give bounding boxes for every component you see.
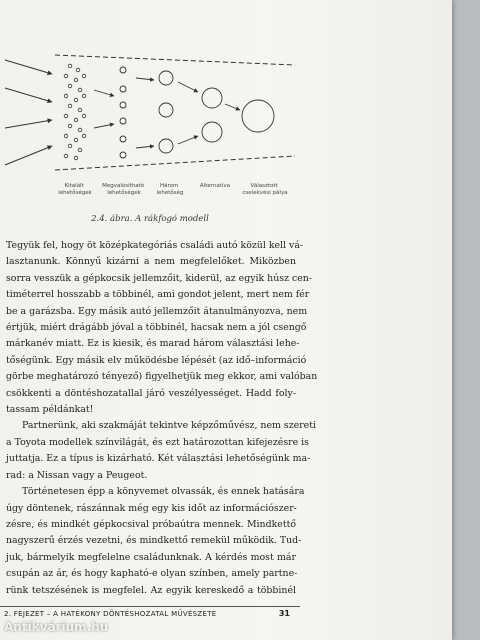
feasible-options-circles: [120, 67, 126, 158]
text-line: csökkenti a döntéshozatallal járó veszélyességet. Hadd foly-: [6, 387, 296, 399]
funnel-bottom-line: [55, 156, 295, 170]
three-options-circles: [159, 71, 173, 153]
alternative-circles: [202, 88, 222, 142]
text-line: zésre, és mindkét gépkocsival próbaútra mennek. Mindkettő: [6, 518, 296, 530]
text-line: rad: a Nissan vagy a Peugeot.: [6, 469, 148, 481]
text-line: juk, bármelyik megfelelne családunknak. A kérdés most már: [6, 551, 296, 563]
page-number: 31: [278, 609, 290, 618]
text-line: csupán az ár, és hogy kapható-e olyan színben, amely partne-: [6, 568, 298, 580]
text-line: görbe meghatározó tényező) figyelhetjük meg ekkor, ami valóban: [6, 371, 318, 383]
text-line: rünk tetszésének is megfelel. Az egyik kereskedő a többinél: [6, 584, 296, 596]
inner-arrows: [94, 78, 240, 148]
paragraph: [6, 418, 316, 484]
chosen-course-circle: [242, 100, 274, 132]
text-line: úgy döntenek, rászánnak még egy kis időt az információszer-: [6, 502, 297, 514]
chapter-title: 2. FEJEZET – A HATÉKONY DÖNTÉSHOZATAL MŰVÉSZETE: [4, 610, 217, 618]
label-chosen-course: Választott cselekvési pálya: [242, 183, 288, 196]
text-line: sorra vesszük a gépkocsik jellemzőit, kiderül, az egyik húsz cen-: [6, 272, 312, 284]
running-footer: [0, 606, 300, 621]
label-alternative: Alternatíva: [199, 183, 231, 189]
invented-options-dots: [64, 64, 86, 160]
text-line: Partnerünk, aki szakmáját tekintve képzőművész, nem szereti: [22, 420, 316, 432]
watermark: Antikvárium.hu: [4, 620, 109, 634]
text-line: juttatja. Ez a típus is kizárható. Két választási lehetőségünk ma-: [6, 453, 311, 465]
text-line: tassam példánkat!: [6, 404, 94, 416]
figure-caption: 2.4. ábra. A rákfogó modell: [91, 214, 209, 224]
text-line: Történetesen épp a könyvemet olvassák, és ennek hatására: [22, 486, 305, 498]
incoming-arrows: [5, 60, 52, 165]
text-line: tőségünk. Egy másik elv működésbe lépését (az idő–információ: [6, 354, 307, 366]
paragraph: [6, 484, 305, 599]
text-line: timéterrel hosszabb a többinél, ami gondot jelent, mert nem fér: [6, 289, 310, 301]
label-invented-options: Kitalált lehetőségek: [58, 183, 92, 196]
crab-claw-model-diagram: [0, 0, 300, 205]
text-line: Tegyük fel, hogy öt középkategóriás családi autó közül kell vá-: [6, 240, 304, 251]
text-line: nagyszerű érzés vezetni, és mindkettő remekül működik. Tud-: [6, 535, 302, 547]
paragraph: [6, 238, 318, 418]
body-text: [6, 238, 318, 599]
text-line: a Toyota modellek színvilágát, és ezt határozottan kifejezésre is: [6, 436, 309, 448]
label-feasible-options: Megvalósítható lehetőségek: [102, 183, 145, 196]
funnel-top-line: [55, 55, 295, 65]
text-line: értjük, miért drágább jóval a többinél, hacsak nem a jól csengő: [6, 322, 307, 334]
text-line: márkanév miatt. Ez is kiesik, és marad három választási lehe-: [6, 338, 300, 350]
text-line: be a garázsba. Egy másik autó jellemzőit átanulmányozva, nem: [6, 305, 308, 317]
text-line: lasztanunk. Könnyű kizárni a nem megfelelőket. Miközben: [6, 256, 296, 268]
label-three-options: Három lehetőség: [156, 183, 184, 196]
